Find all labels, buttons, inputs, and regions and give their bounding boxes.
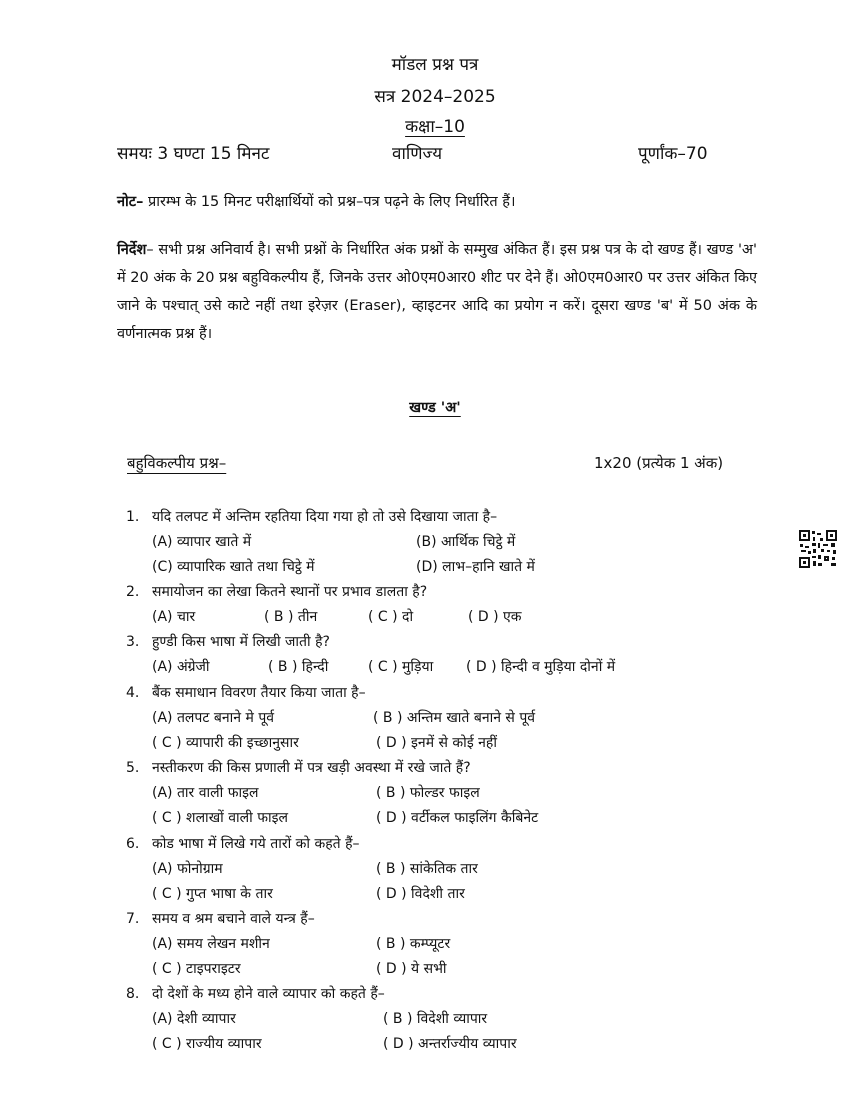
note (117, 188, 757, 216)
question-5-option-a: (A) तार वाली फाइल (152, 785, 259, 801)
question-1-option-b: (B) आर्थिक चिट्ठे में (416, 534, 516, 550)
question-3-option-b: ( B ) हिन्दी (268, 659, 329, 675)
question-7-option-b: ( B ) कम्प्यूटर (376, 936, 451, 952)
instructions-text: – सभी प्रश्न अनिवार्य है। सभी प्रश्नों के निर्धारित अंक प्रश्नों के सम्मुख अंकित हैं। इस प्रश्न पत्र के दो खण्ड हैं। खण्ड 'अ' में 20 अंक के 20 प्रश्न बहुविकल्पीय हैं, जिनके उत्तर ओ0एम0आर0 शीट पर देने हैं। ओ0एम0आर0 पर उत्तर अंकित किए जाने के पश्चात् उसे काटे नहीं तथा इरेज़र (Eraser), व्हाइटनर आदि का प्रयोग न करें। दूसरा खण्ड 'ब' में 50 अंक के वर्णनात्मक प्रश्न हैं। (117, 242, 757, 342)
mcq-marks: 1x20 (प्रत्येक 1 अंक) (594, 454, 724, 472)
question-5-option-b: ( B ) फोल्डर फाइल (376, 785, 480, 801)
question-6-option-c: ( C ) गुप्त भाषा के तार (152, 886, 273, 902)
question-1: 1. यदि तलपट में अन्तिम रहतिया दिया गया हो तो उसे दिखाया जाता है– (126, 509, 498, 525)
paper-title: मॉडल प्रश्न पत्र (391, 55, 479, 75)
question-8-option-a: (A) देशी व्यापार (152, 1011, 236, 1027)
question-3-option-d: ( D ) हिन्दी व मुड़िया दोनों में (466, 659, 616, 675)
question-2-option-d: ( D ) एक (468, 609, 522, 625)
question-1-option-a: (A) व्यापार खाते में (152, 534, 252, 550)
question-3: 3. हुण्डी किस भाषा में लिखी जाती है? (126, 634, 330, 650)
instructions (117, 236, 757, 348)
question-4-option-b: ( B ) अन्तिम खाते बनाने से पूर्व (373, 710, 536, 726)
max-marks-label: पूर्णांक–70 (638, 144, 708, 164)
class-label: कक्षा–10 (405, 117, 465, 137)
question-4-option-c: ( C ) व्यापारी की इच्छानुसार (152, 735, 299, 751)
question-7-option-c: ( C ) टाइपराइटर (152, 961, 241, 977)
question-7: 7. समय व श्रम बचाने वाले यन्त्र हैं– (126, 911, 315, 927)
question-6-option-a: (A) फोनोग्राम (152, 861, 223, 877)
note-label: नोट– (117, 194, 144, 210)
question-8: 8. दो देशों के मध्य होने वाले व्यापार को कहते हैं– (126, 986, 385, 1002)
question-6-option-b: ( B ) सांकेतिक तार (376, 861, 478, 877)
question-7-option-d: ( D ) ये सभी (376, 961, 447, 977)
question-2-option-b: ( B ) तीन (264, 609, 318, 625)
note-text: प्रारम्भ के 15 मिनट परीक्षार्थियों को प्रश्न–पत्र पढ़ने के लिए निर्धारित हैं। (143, 194, 516, 210)
subject-label: वाणिज्य (392, 144, 443, 164)
session: सत्र 2024–2025 (374, 87, 496, 107)
question-3-option-c: ( C ) मुड़िया (368, 659, 434, 675)
question-2: 2. समायोजन का लेखा कितने स्थानों पर प्रभाव डालता है? (126, 584, 428, 600)
question-4-option-a: (A) तलपट बनाने मे पूर्व (152, 710, 275, 726)
question-4: 4. बैंक समाधान विवरण तैयार किया जाता है– (126, 685, 366, 701)
question-4-option-d: ( D ) इनमें से कोई नहीं (376, 735, 497, 751)
question-8-option-b: ( B ) विदेशी व्यापार (383, 1011, 488, 1027)
question-5-option-c: ( C ) शलाखों वाली फाइल (152, 810, 288, 826)
question-6-option-d: ( D ) विदेशी तार (376, 886, 465, 902)
question-1-option-c: (C) व्यापारिक खाते तथा चिट्ठे में (152, 559, 315, 575)
mcq-heading: बहुविकल्पीय प्रश्न– (127, 454, 227, 472)
question-7-option-a: (A) समय लेखन मशीन (152, 936, 270, 952)
question-3-option-a: (A) अंग्रेजी (152, 659, 210, 675)
question-2-option-a: (A) चार (152, 609, 196, 625)
instructions-label: निर्देश (117, 242, 147, 258)
question-6: 6. कोड भाषा में लिखे गये तारों को कहते हैं– (126, 836, 360, 852)
time-label: समयः 3 घण्टा 15 मिनट (117, 144, 270, 164)
question-2-option-c: ( C ) दो (368, 609, 414, 625)
question-8-option-c: ( C ) राज्यीय व्यापार (152, 1036, 262, 1052)
qr-code-icon (798, 529, 838, 569)
question-5: 5. नस्तीकरण की किस प्रणाली में पत्र खड़ी अवस्था में रखे जाते हैं? (126, 760, 471, 776)
question-5-option-d: ( D ) वर्टीकल फाइलिंग कैबिनेट (376, 810, 539, 826)
question-8-option-d: ( D ) अन्तर्राज्यीय व्यापार (383, 1036, 517, 1052)
section-title: खण्ड 'अ' (409, 400, 461, 416)
question-1-option-d: (D) लाभ–हानि खाते में (416, 559, 535, 575)
